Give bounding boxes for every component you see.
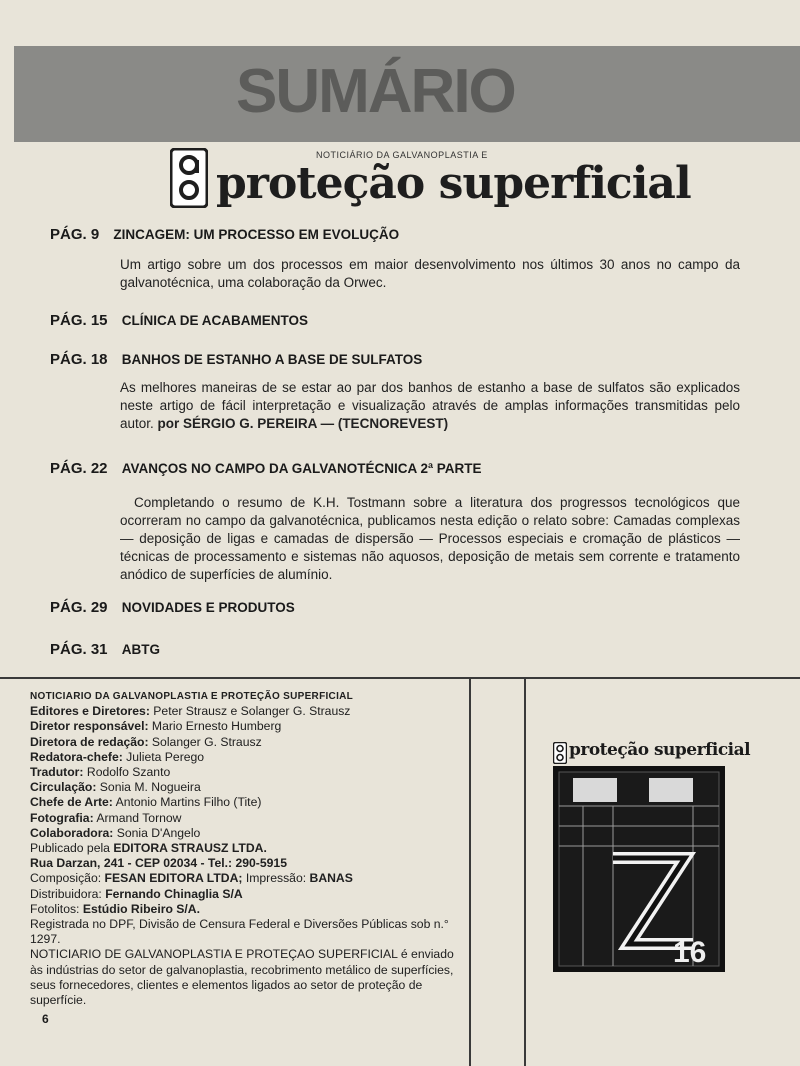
distributor-line [30, 887, 460, 902]
toc-page-number: PÁG. 18 [50, 351, 108, 368]
credit-line [30, 704, 460, 719]
registration-note: Registrada no DPF, Divisão de Censura Federal e Diversões Públicas sob n.° 1297. [30, 917, 449, 947]
photolith-label: Fotolitos: [30, 901, 80, 916]
toc-title: CLÍNICA DE ACABAMENTOS [121, 313, 308, 328]
toc-entry-head [50, 312, 308, 329]
credit-value: Julieta Perego [126, 749, 205, 764]
credit-value: Sonia M. Nogueira [99, 780, 201, 795]
toc-entry-head [50, 226, 399, 243]
credit-value: Antonio Martins Filho (Tite) [115, 795, 262, 810]
distributor-value: Fernando Chinaglia S/A [105, 886, 243, 901]
toc-page-number: PÁG. 15 [50, 312, 108, 329]
composition-value: FESAN EDITORA LTDA; [104, 871, 243, 886]
toc-title: ZINCAGEM: UM PROCESSO EM EVOLUÇÃO [113, 227, 400, 242]
credit-label: Tradutor: [30, 765, 84, 780]
column-divider [469, 678, 471, 1066]
toc-title: BANHOS DE ESTANHO A BASE DE SULFATOS [121, 352, 423, 367]
credit-value: Rodolfo Szanto [86, 765, 171, 780]
toc-title: AVANÇOS NO CAMPO DA GALVANOTÉCNICA 2ª PARTE [121, 461, 482, 476]
credit-label: Redatora-chefe: [30, 749, 123, 764]
svg-text:16: 16 [673, 936, 707, 969]
credit-label: Circulação: [30, 780, 97, 795]
printing-label: Impressão: [245, 871, 307, 886]
credit-label: Chefe de Arte: [30, 795, 113, 810]
cover-logo-icon [553, 742, 567, 764]
column-divider [524, 678, 526, 1066]
credit-label: Diretora de redação: [30, 734, 149, 749]
publisher-name: EDITORA STRAUSZ LTDA. [113, 841, 267, 856]
credit-label: Colaboradora: [30, 825, 114, 840]
address-line [30, 856, 460, 871]
credit-line [30, 795, 460, 810]
composition-label: Composição: [30, 871, 102, 886]
credit-value: Solanger G. Strausz [151, 734, 262, 749]
publisher-address: Rua Darzan, 241 - CEP 02034 - Tel.: 290-5915 [30, 856, 287, 871]
credit-label: Diretor responsável: [30, 719, 149, 734]
toc-description-text: As melhores maneiras de se estar ao par dos banhos de estanho a base de sulfatos são explicados neste artigo de fácil interpretação e visualização através de amplas informações transmitidas pelo autor. [120, 380, 740, 431]
credit-line [30, 719, 460, 734]
toc-entry-head [50, 351, 422, 368]
toc-title: NOVIDADES E PRODUTOS [121, 600, 295, 615]
credit-line [30, 826, 460, 841]
credit-value: Peter Strausz e Solanger G. Strausz [153, 704, 351, 719]
distributor-label: Distribuidora: [30, 886, 102, 901]
printing-value: BANAS [309, 871, 353, 886]
cover-title: proteção superficial [569, 740, 751, 760]
credit-line [30, 811, 460, 826]
credit-line [30, 735, 460, 750]
page-title: SUMÁRIO [236, 57, 515, 126]
credit-label: Editores e Diretores: [30, 704, 150, 719]
credit-line [30, 765, 460, 780]
composition-line [30, 871, 460, 886]
photolith-value: Estúdio Ribeiro S/A. [82, 901, 200, 916]
toc-entry-head [50, 460, 481, 477]
masthead-title: NOTICIARIO DA GALVANOPLASTIA E PROTEÇÃO SUPERFICIAL [30, 691, 354, 702]
credit-line [30, 750, 460, 765]
credit-value: Mario Ernesto Humberg [151, 719, 282, 734]
cover-artwork [553, 766, 725, 972]
toc-entry-head [50, 641, 160, 658]
cover-thumbnail [553, 738, 751, 972]
toc-description [120, 379, 740, 433]
masthead-credits [30, 689, 460, 1008]
footer-divider [0, 677, 800, 679]
page-number: 6 [42, 1012, 49, 1026]
publisher-prefix: Publicado pela [30, 841, 110, 856]
toc-byline: por SÉRGIO G. PEREIRA — (TECNOREVEST) [157, 416, 449, 431]
photolith-line [30, 902, 460, 917]
publication-kicker: NOTICIÁRIO DA GALVANOPLASTIA E [316, 150, 488, 160]
publication-logo-icon [170, 148, 208, 208]
toc-description: Um artigo sobre um dos processos em maior desenvolvimento nos últimos 30 anos no campo da galvanotécnica, uma colaboração da Orwec. [120, 257, 740, 290]
credit-value: Armand Tornow [96, 810, 182, 825]
credit-line [30, 780, 460, 795]
toc-title: ABTG [121, 642, 160, 657]
credit-value: Sonia D'Angelo [116, 825, 201, 840]
toc-page-number: PÁG. 29 [50, 599, 108, 616]
toc-description: Completando o resumo de K.H. Tostmann sobre a literatura dos progressos tecnológicos que ocorreram no campo da galvanotécnica, publicamos nesta edição o relato sobre: Camadas complexas — deposição de ligas e camadas de dispersão — Processos especiais e cromação de plásticos — técnicas de processamento e sistemas não aquosos, deposição de metais sem corrente e tratamento anódico de superfícies de alumínio. [120, 495, 740, 582]
credit-label: Fotografia: [30, 810, 94, 825]
publication-name: proteção superficial [216, 158, 691, 209]
publication-logo [170, 148, 691, 210]
about-note: NOTICIARIO DE GALVANOPLASTIA E PROTEÇAO SUPERFICIAL é enviado às indústrias do setor de galvanoplastia, recobrimento metálico de superfícies, seus fornecedores, clientes e elementos ligados ao setor de proteção de superfície. [30, 947, 454, 1008]
toc-page-number: PÁG. 31 [50, 641, 108, 658]
toc-page-number: PÁG. 9 [50, 226, 100, 243]
toc-entry-head [50, 599, 295, 616]
toc-page-number: PÁG. 22 [50, 460, 108, 477]
publisher-line [30, 841, 460, 856]
